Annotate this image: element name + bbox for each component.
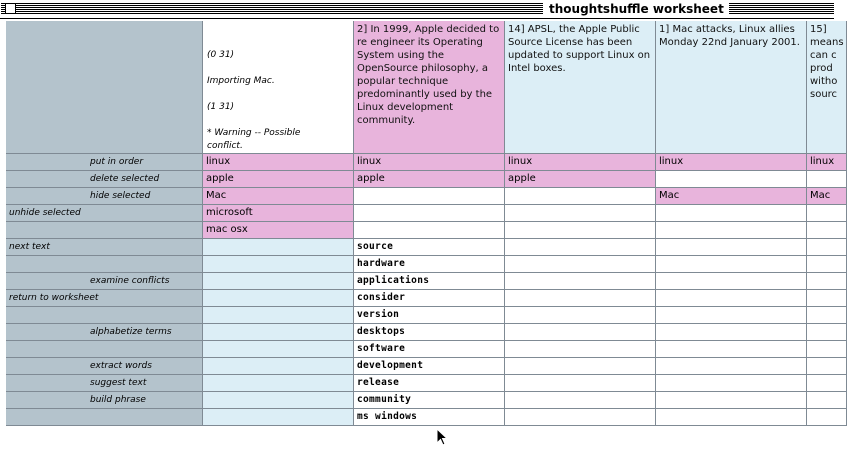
command-row[interactable] bbox=[6, 273, 203, 290]
term-cell[interactable] bbox=[505, 154, 656, 171]
term-Mac: Mac bbox=[659, 190, 680, 201]
command-row[interactable] bbox=[6, 358, 203, 375]
word-cell[interactable] bbox=[354, 375, 505, 392]
word-cell[interactable] bbox=[354, 256, 505, 273]
term-Mac: Mac bbox=[810, 190, 831, 201]
term-cell[interactable] bbox=[656, 154, 807, 171]
text-card-header[interactable] bbox=[354, 21, 505, 154]
command-row[interactable] bbox=[6, 392, 203, 409]
term-cell[interactable] bbox=[656, 188, 807, 205]
word-cell[interactable] bbox=[807, 358, 847, 375]
mouse-pointer-icon bbox=[436, 428, 450, 448]
word-cell[interactable] bbox=[505, 324, 656, 341]
word-cell[interactable] bbox=[505, 409, 656, 426]
word-cell[interactable] bbox=[807, 375, 847, 392]
command-row[interactable] bbox=[6, 409, 203, 426]
close-box[interactable] bbox=[5, 3, 16, 14]
word-software: software bbox=[357, 343, 406, 354]
word-cell[interactable] bbox=[203, 324, 354, 341]
text-card-header[interactable] bbox=[656, 21, 807, 154]
import-log-line: * Warning -- Possible bbox=[207, 128, 301, 138]
term-cell[interactable] bbox=[505, 222, 656, 239]
word-cell[interactable] bbox=[354, 392, 505, 409]
word-development: development bbox=[357, 360, 424, 371]
word-cell[interactable] bbox=[354, 324, 505, 341]
term-cell[interactable] bbox=[203, 222, 354, 239]
import-log-line: conflict. bbox=[207, 141, 243, 151]
word-cell[interactable] bbox=[656, 256, 807, 273]
word-cell[interactable] bbox=[656, 341, 807, 358]
command-put-in-order[interactable]: put in order bbox=[90, 157, 144, 167]
word-release: release bbox=[357, 377, 400, 388]
word-cell[interactable] bbox=[807, 409, 847, 426]
word-cell[interactable] bbox=[505, 392, 656, 409]
word-cell[interactable] bbox=[505, 290, 656, 307]
word-cell[interactable] bbox=[656, 392, 807, 409]
word-source: source bbox=[357, 241, 394, 252]
word-version: version bbox=[357, 309, 400, 320]
import-log-header bbox=[203, 21, 354, 154]
word-cell[interactable] bbox=[656, 358, 807, 375]
word-cell[interactable] bbox=[354, 409, 505, 426]
term-cell[interactable] bbox=[354, 154, 505, 171]
term-apple: apple bbox=[206, 173, 234, 184]
term-linux: linux bbox=[508, 156, 533, 167]
term-apple: apple bbox=[357, 173, 385, 184]
word-cell[interactable] bbox=[203, 358, 354, 375]
text-card-header[interactable] bbox=[505, 21, 656, 154]
command-extract-words[interactable]: extract words bbox=[90, 361, 152, 371]
word-applications: applications bbox=[357, 275, 430, 286]
term-cell[interactable] bbox=[505, 205, 656, 222]
word-cell[interactable] bbox=[656, 307, 807, 324]
term-cell[interactable] bbox=[354, 222, 505, 239]
command-row[interactable] bbox=[6, 205, 203, 222]
text-card-content: 1] Mac attacks, Linux allies Monday 22nd January 2001. bbox=[659, 24, 800, 48]
term-cell[interactable] bbox=[807, 222, 847, 239]
command-alphabetize-terms[interactable]: alphabetize terms bbox=[90, 327, 172, 337]
text-card-content: 14] APSL, the Apple Public Source License has been updated to support Linux on Intel boxes. bbox=[508, 24, 651, 74]
import-log-line: (0 31) bbox=[207, 50, 235, 60]
word-cell[interactable] bbox=[656, 324, 807, 341]
word-cell[interactable] bbox=[505, 307, 656, 324]
word-cell[interactable] bbox=[203, 256, 354, 273]
word-cell[interactable] bbox=[505, 256, 656, 273]
term-microsoft: microsoft bbox=[206, 207, 253, 218]
command-suggest-text[interactable]: suggest text bbox=[90, 378, 147, 388]
word-cell[interactable] bbox=[807, 392, 847, 409]
word-cell[interactable] bbox=[354, 358, 505, 375]
word-cell[interactable] bbox=[656, 239, 807, 256]
term-linux: linux bbox=[810, 156, 835, 167]
import-log-line: (1 31) bbox=[207, 102, 235, 112]
word-cell[interactable] bbox=[656, 409, 807, 426]
word-cell[interactable] bbox=[656, 290, 807, 307]
term-cell[interactable] bbox=[807, 188, 847, 205]
window-title-bar[interactable] bbox=[0, 0, 834, 19]
word-cell[interactable] bbox=[203, 239, 354, 256]
word-hardware: hardware bbox=[357, 258, 406, 269]
word-cell[interactable] bbox=[203, 273, 354, 290]
import-log-line bbox=[207, 114, 349, 127]
command-row[interactable] bbox=[6, 341, 203, 358]
term-cell[interactable] bbox=[354, 188, 505, 205]
text-card-content: 15] means can c prod witho sourc bbox=[810, 24, 844, 100]
term-cell[interactable] bbox=[807, 171, 847, 188]
word-cell[interactable] bbox=[807, 341, 847, 358]
command-examine-conflicts[interactable]: examine conflicts bbox=[90, 276, 170, 286]
word-consider: consider bbox=[357, 292, 406, 303]
word-cell[interactable] bbox=[203, 307, 354, 324]
command-return-to-worksheet[interactable]: return to worksheet bbox=[9, 293, 99, 303]
word-community: community bbox=[357, 394, 412, 405]
term-cell[interactable] bbox=[656, 205, 807, 222]
term-cell[interactable] bbox=[203, 154, 354, 171]
word-cell[interactable] bbox=[505, 273, 656, 290]
word-cell[interactable] bbox=[203, 290, 354, 307]
term-cell[interactable] bbox=[203, 171, 354, 188]
term-cell[interactable] bbox=[354, 171, 505, 188]
command-row[interactable] bbox=[6, 154, 203, 171]
import-log-line bbox=[207, 88, 349, 101]
term-linux: linux bbox=[659, 156, 684, 167]
word-cell[interactable] bbox=[354, 307, 505, 324]
word-cell[interactable] bbox=[203, 392, 354, 409]
word-desktops: desktops bbox=[357, 326, 406, 337]
term-cell[interactable] bbox=[656, 171, 807, 188]
word-cell[interactable] bbox=[203, 409, 354, 426]
command-row[interactable] bbox=[6, 256, 203, 273]
word-cell[interactable] bbox=[807, 307, 847, 324]
word-ms-windows: ms windows bbox=[357, 411, 418, 422]
word-cell[interactable] bbox=[203, 341, 354, 358]
import-log-line: Importing Mac. bbox=[207, 76, 275, 86]
title-bar-stripes-left bbox=[1, 3, 543, 14]
command-row[interactable] bbox=[6, 239, 203, 256]
term-linux: linux bbox=[357, 156, 382, 167]
word-cell[interactable] bbox=[807, 290, 847, 307]
command-row[interactable] bbox=[6, 290, 203, 307]
term-mac-osx: mac osx bbox=[206, 224, 248, 235]
word-cell[interactable] bbox=[354, 273, 505, 290]
window-title: thoughtshuffle worksheet bbox=[544, 2, 729, 17]
title-bar-stripes-right bbox=[718, 3, 834, 14]
import-log-lines bbox=[207, 23, 349, 153]
word-cell[interactable] bbox=[354, 290, 505, 307]
command-row[interactable] bbox=[6, 171, 203, 188]
command-row[interactable] bbox=[6, 222, 203, 239]
term-cell[interactable] bbox=[354, 205, 505, 222]
word-cell[interactable] bbox=[807, 239, 847, 256]
command-row[interactable] bbox=[6, 375, 203, 392]
command-build-phrase[interactable]: build phrase bbox=[90, 395, 146, 405]
command-row[interactable] bbox=[6, 324, 203, 341]
word-cell[interactable] bbox=[807, 273, 847, 290]
command-delete-selected[interactable]: delete selected bbox=[90, 174, 160, 184]
word-cell[interactable] bbox=[354, 341, 505, 358]
term-cell[interactable] bbox=[656, 222, 807, 239]
word-cell[interactable] bbox=[807, 324, 847, 341]
word-cell[interactable] bbox=[505, 239, 656, 256]
text-card-header[interactable] bbox=[807, 21, 847, 154]
command-row[interactable] bbox=[6, 188, 203, 205]
command-column-header bbox=[6, 21, 203, 154]
term-cell[interactable] bbox=[807, 154, 847, 171]
term-apple: apple bbox=[508, 173, 536, 184]
command-unhide-selected[interactable]: unhide selected bbox=[9, 208, 81, 218]
term-Mac: Mac bbox=[206, 190, 227, 201]
command-hide-selected[interactable]: hide selected bbox=[90, 191, 151, 201]
term-cell[interactable] bbox=[505, 171, 656, 188]
word-cell[interactable] bbox=[656, 273, 807, 290]
word-cell[interactable] bbox=[807, 256, 847, 273]
import-log-line bbox=[207, 62, 349, 75]
word-cell[interactable] bbox=[505, 341, 656, 358]
term-cell[interactable] bbox=[505, 188, 656, 205]
word-cell[interactable] bbox=[203, 375, 354, 392]
term-linux: linux bbox=[206, 156, 231, 167]
term-cell[interactable] bbox=[203, 188, 354, 205]
word-cell[interactable] bbox=[354, 239, 505, 256]
word-cell[interactable] bbox=[656, 375, 807, 392]
text-card-content: 2] In 1999, Apple decided to re engineer its Operating System using the OpenSource philosophy, a popular technique predominantly used by the Linux development community. bbox=[357, 24, 500, 126]
word-cell[interactable] bbox=[505, 358, 656, 375]
word-cell[interactable] bbox=[505, 375, 656, 392]
command-next-text[interactable]: next text bbox=[9, 242, 50, 252]
command-row[interactable] bbox=[6, 307, 203, 324]
term-cell[interactable] bbox=[203, 205, 354, 222]
term-cell[interactable] bbox=[807, 205, 847, 222]
